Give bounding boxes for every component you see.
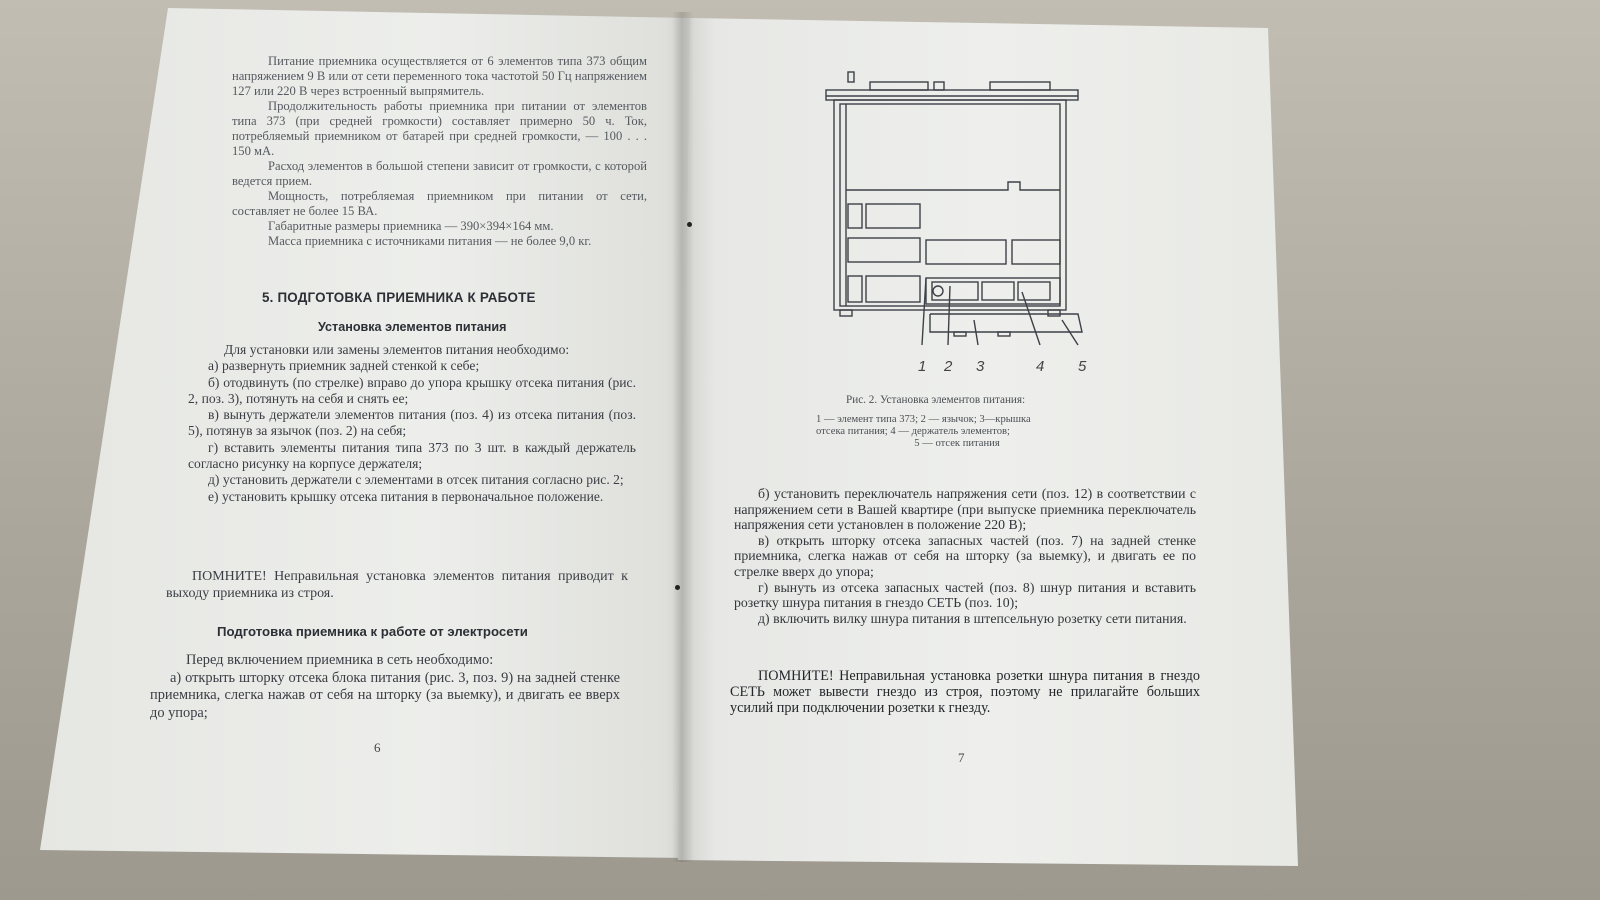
callout-label: 1 [918, 358, 927, 375]
list-item: в) вынуть держатели элементов питания (поз. 4) из отсека питания (поз. 5), потянув за язычок (поз. 2) на себя; [188, 407, 636, 439]
paragraph: Для установки или замены элементов питания необходимо: [224, 342, 570, 357]
legend-line: 5 — отсек питания [914, 438, 1000, 449]
list-item: б) отодвинуть (по стрелке) вправо до упора крышку отсека питания (рис. 2, поз. 3), потянуть на себя и снять ее; [188, 374, 636, 406]
list-item: а) развернуть приемник задней стенкой к себе; [208, 358, 480, 374]
list-item: е) установить крышку отсека питания в первоначальное положение. [208, 488, 604, 504]
subsection-title: Установка элементов питания [318, 320, 507, 334]
list-item: б) установить переключатель напряжения сети (поз. 12) в соответствии с напряжением сети в Вашей квартире (при выпуске приемника переключатель напряжения сети установлен в положение 220 В); [734, 486, 1196, 533]
legend-line: 1 — элемент типа 373; 2 — язычок; 3—крышка [816, 414, 1031, 425]
battery-install-steps [188, 342, 636, 505]
list-item: д) установить держатели с элементами в отсек питания согласно рис. 2; [208, 472, 624, 488]
paragraph: Питание приемника осуществляется от 6 элементов типа 373 общим напряжением 9 В или от сети переменного тока частотой 50 Гц напряжением 127 или 220 В через встроенный выпрямитель. [232, 54, 647, 98]
callout-label: 4 [1036, 358, 1045, 375]
section-title: 5. ПОДГОТОВКА ПРИЕМНИКА К РАБОТЕ [262, 290, 536, 305]
warning-note: ПОМНИТЕ! Неправильная установка розетки шнура питания в гнездо СЕТЬ может вывести гнездо из строя, поэтому не прилагайте больших усилий при подключении розетки к гнезду. [730, 668, 1200, 717]
list-item: а) открыть шторку отсека блока питания (рис. 3, поз. 9) на задней стенке приемника, слегка нажав от себя на шторку (за выемку), и двигать ее вверх до упора; [150, 669, 620, 721]
paragraph: Мощность, потребляемая приемником при питании от сети, составляет не более 15 ВА. [232, 189, 647, 218]
page-number: 7 [958, 750, 965, 765]
list-item: г) вставить элементы питания типа 373 по 3 шт. в каждый держатель согласно рисунку на корпусе держателя; [188, 439, 636, 472]
paragraph: Продолжительность работы приемника при питании от элементов типа 373 (при средней громкости) составляет примерно 50 ч. Ток, потребляемый приемником от батарей при средней громкости, — 100 . . . 150 мА. [232, 99, 647, 158]
staple-bottom [675, 585, 680, 590]
warning-note: ПОМНИТЕ! Неправильная установка элементов питания приводит к выходу приемника из строя. [166, 569, 628, 601]
figure-legend [816, 414, 1098, 450]
list-item: г) вынуть из отсека запасных частей (поз. 8) шнур питания и вставить розетку шнура питания в гнездо СЕТЬ (поз. 10); [734, 579, 1196, 611]
subsection-title: Подготовка приемника к работе от электросети [217, 624, 528, 639]
power-specs-block [232, 54, 647, 249]
legend-line: отсека питания; 4 — держатель элементов; [816, 426, 1010, 437]
booklet-spine [672, 12, 694, 862]
mains-steps-continued [734, 486, 1196, 626]
callout-label: 3 [976, 358, 985, 375]
list-item: д) включить вилку шнура питания в штепсельную розетку сети питания. [758, 610, 1187, 626]
staple-top [687, 222, 692, 227]
page-number: 6 [374, 740, 381, 755]
callout-label: 2 [944, 358, 953, 375]
figure-caption: Рис. 2. Установка элементов питания: [846, 394, 1026, 406]
battery-compartment-figure [822, 70, 1087, 380]
paragraph: Расход элементов в большой степени зависит от громкости, с которой ведется прием. [232, 159, 647, 188]
mains-steps [150, 652, 620, 722]
callout-label: 5 [1078, 358, 1087, 375]
paragraph: Масса приемника с источниками питания — не более 9,0 кг. [268, 234, 592, 248]
paragraph: Габаритные размеры приемника — 390×394×164 мм. [268, 219, 554, 233]
paragraph: Перед включением приемника в сеть необходимо: [186, 652, 494, 668]
list-item: в) открыть шторку отсека запасных частей (поз. 7) на задней стенке приемника, слегка нажав от себя на шторку (за выемку), и двигать ее по стрелке вверх до упора; [734, 532, 1196, 579]
